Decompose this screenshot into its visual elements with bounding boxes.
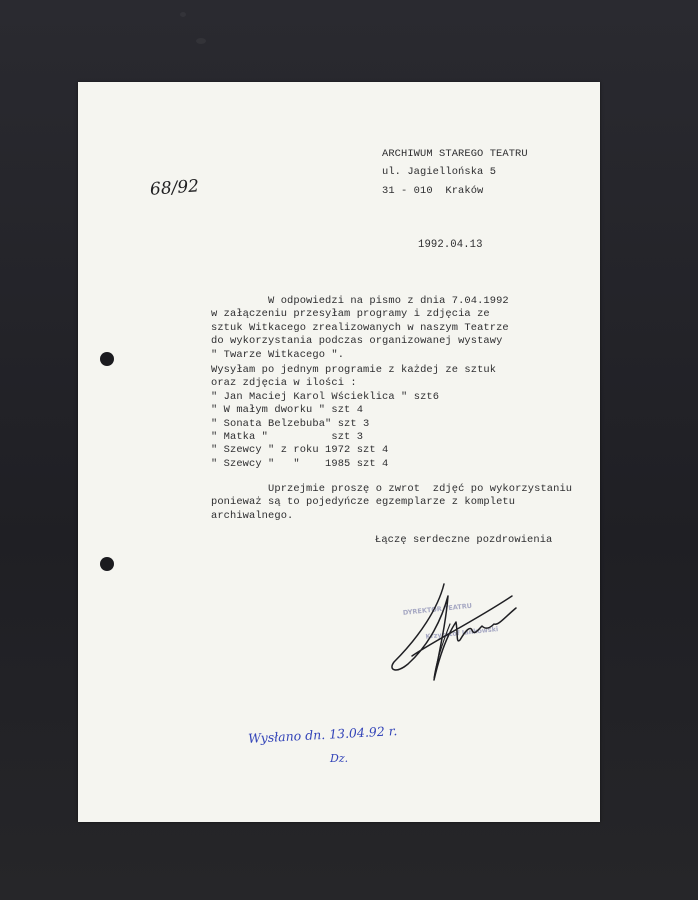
dust-speck [180, 12, 186, 17]
list-item: " Sonata Belzebuba" szt 3 [211, 417, 370, 430]
signature [386, 578, 536, 690]
list-item: " W małym dworku " szt 4 [211, 404, 364, 417]
text-line: ponieważ są to pojedyńcze egzemplarze z kompletu [211, 496, 516, 509]
handwritten-note: Wysłano dn. 13.04.92 r. [247, 723, 398, 746]
paragraph-1 [211, 295, 509, 362]
catalog-mark: 68/92 [149, 176, 200, 200]
letter-date: 1992.04.13 [418, 239, 483, 251]
text-line: W odpowiedzi na pismo z dnia 7.04.1992 [211, 295, 509, 307]
list-item: " Szewcy " " 1985 szt 4 [211, 457, 389, 470]
punch-hole [100, 352, 114, 366]
stamp-line-1: DYREKTOR TEATRU [402, 601, 473, 617]
text-line: do wykorzystania podczas organizowanej wystawy [211, 335, 503, 348]
text-line: Wysyłam po jednym programie z każdej ze sztuk [211, 364, 497, 376]
text-line: oraz zdjęcia w ilości : [211, 377, 357, 390]
shipment-list [211, 364, 496, 471]
text-line: w załączeniu przesyłam programy i zdjęcia ze [211, 308, 490, 321]
list-item: " Szewcy " z roku 1972 szt 4 [211, 444, 389, 457]
stamp-line-2: Krzysztof Jankowski [425, 625, 499, 641]
dust-speck [196, 38, 206, 44]
text-line: sztuk Witkacego zrealizowanych w naszym Teatrze [211, 321, 509, 334]
paragraph-2 [211, 483, 572, 523]
list-item: " Jan Maciej Karol Wścieklica " szt6 [211, 390, 440, 403]
letter-page [78, 82, 600, 822]
closing-greeting: Łączę serdeczne pozdrowienia [375, 534, 553, 546]
letterhead-line-1: ARCHIWUM STAREGO TEATRU [382, 148, 528, 160]
punch-hole [100, 557, 114, 571]
handwritten-initials: Dz. [330, 752, 349, 765]
letterhead-line-3: 31 - 010 Kraków [382, 184, 484, 197]
list-item: " Matka " szt 3 [211, 431, 364, 444]
text-line: Uprzejmie proszę o zwrot zdjęć po wykorzystaniu [211, 483, 573, 495]
text-line: archiwalnego. [211, 509, 294, 522]
text-line: " Twarze Witkacego ". [211, 348, 345, 361]
letterhead-line-2: ul. Jagiellońska 5 [382, 166, 497, 179]
letterhead [382, 148, 528, 198]
